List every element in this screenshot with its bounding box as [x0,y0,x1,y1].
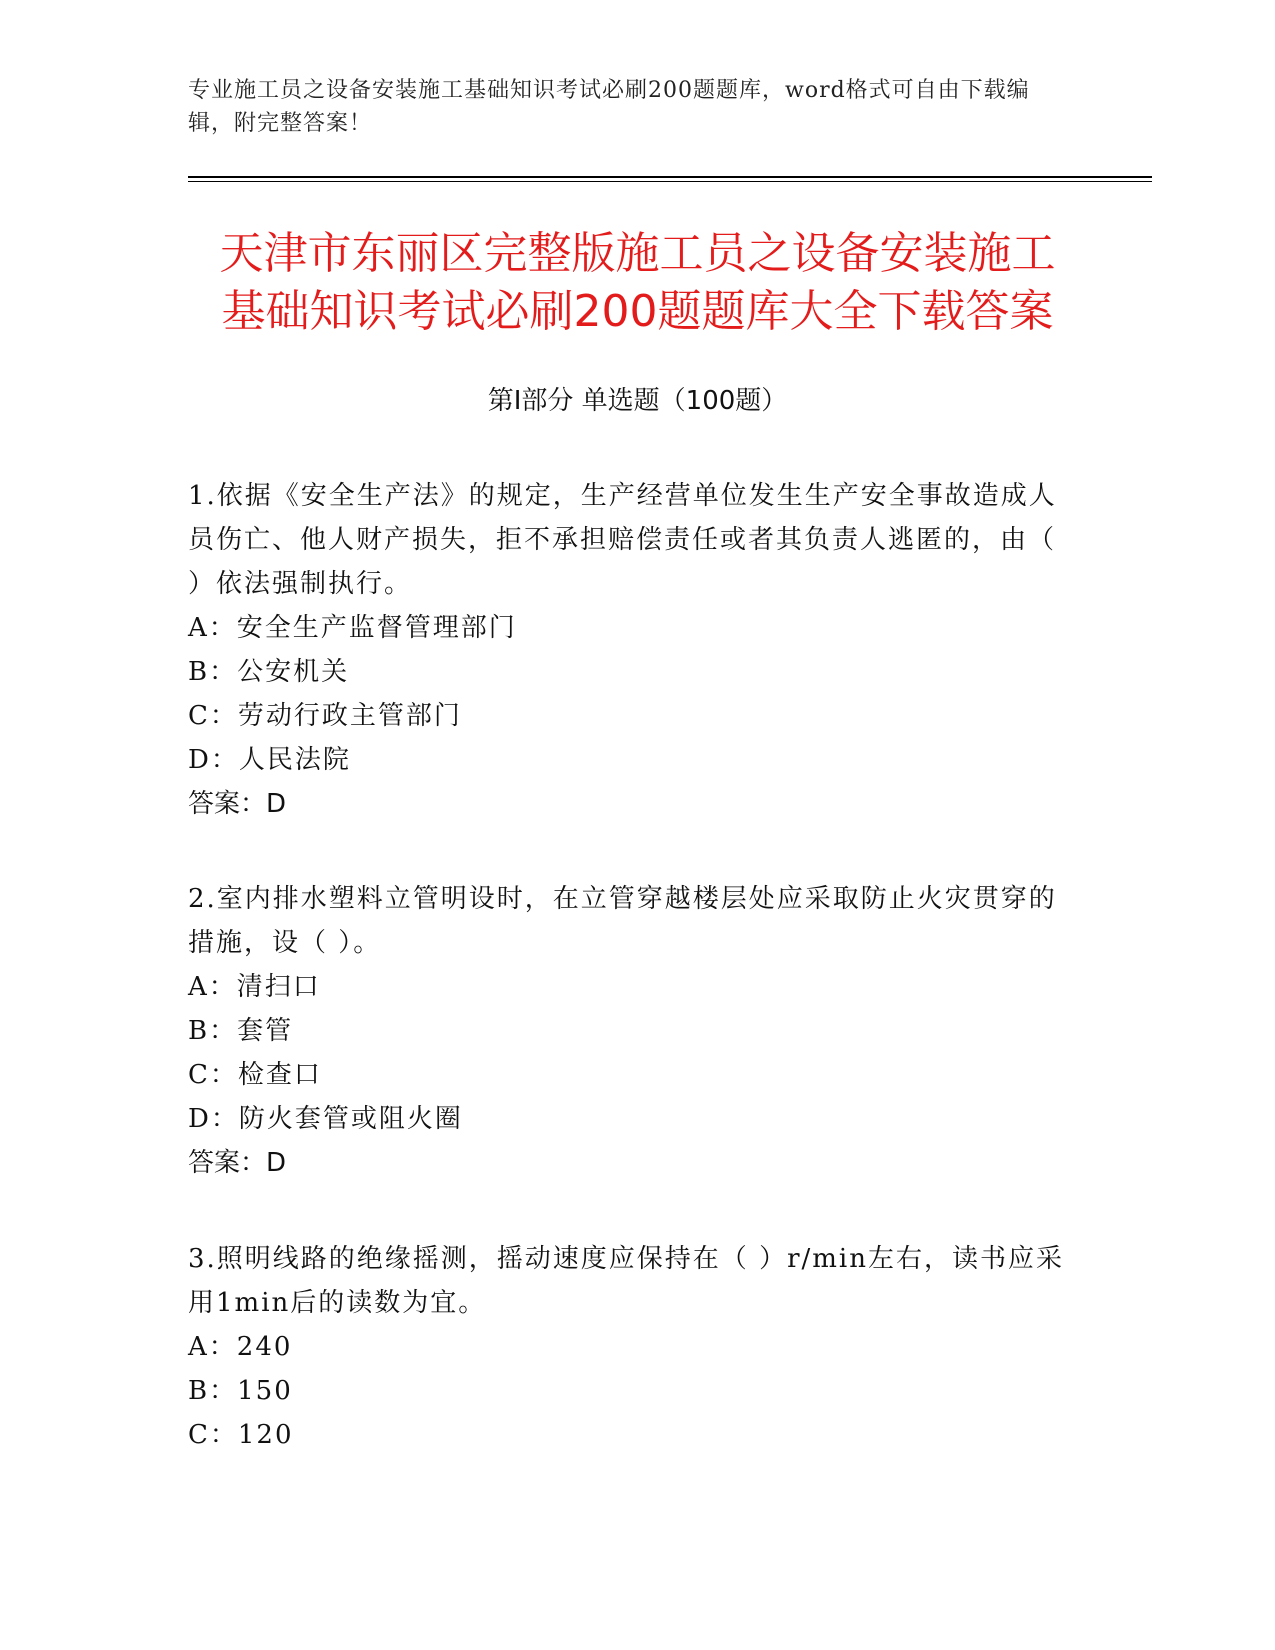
header-rule-thick [188,176,1152,178]
option-a: A：清扫口 [188,972,321,1002]
option-b: B：套管 [188,1016,294,1046]
option-c: C：检查口 [188,1060,322,1090]
question-stem: 3.照明线路的绝缘摇测，摇动速度应保持在（ ）r/min左右，读书应采用1min后的读数为宜。 [188,1244,1064,1318]
header-rule-thin [188,181,1152,182]
answer: 答案：D [188,789,287,819]
option-d: D：人民法院 [188,745,351,775]
question-stem: 1.依据《安全生产法》的规定，生产经营单位发生生产安全事故造成人员伤亡、他人财产损失，拒不承担赔偿责任或者其负责人逃匿的，由（ ）依法强制执行。 [188,481,1057,599]
question-stem: 2.室内排水塑料立管明设时，在立管穿越楼层处应采取防止火灾贯穿的措施，设（ ）。 [188,884,1057,958]
option-b: B：150 [188,1376,293,1406]
question-1 [188,474,1068,826]
option-a: A：240 [188,1332,293,1362]
option-b: B：公安机关 [188,657,350,687]
answer: 答案：D [188,1148,287,1178]
option-d: D：防火套管或阻火圈 [188,1104,463,1134]
document-title [150,225,1125,341]
question-2 [188,877,1068,1185]
document-title-line-2: 基础知识考试必刷200题题库大全下载答案 [221,286,1054,337]
section-title: 第Ⅰ部分 单选题（100题） [487,386,788,416]
document-title-line-1: 天津市东丽区完整版施工员之设备安装施工 [219,228,1056,279]
option-c: C：120 [188,1420,294,1450]
question-3 [188,1237,1068,1457]
option-a: A：安全生产监督管理部门 [188,613,517,643]
header-note: 专业施工员之设备安装施工基础知识考试必刷200题题库，word格式可自由下载编辑，附完整答案！ [188,78,1030,136]
option-c: C：劳动行政主管部门 [188,701,462,731]
